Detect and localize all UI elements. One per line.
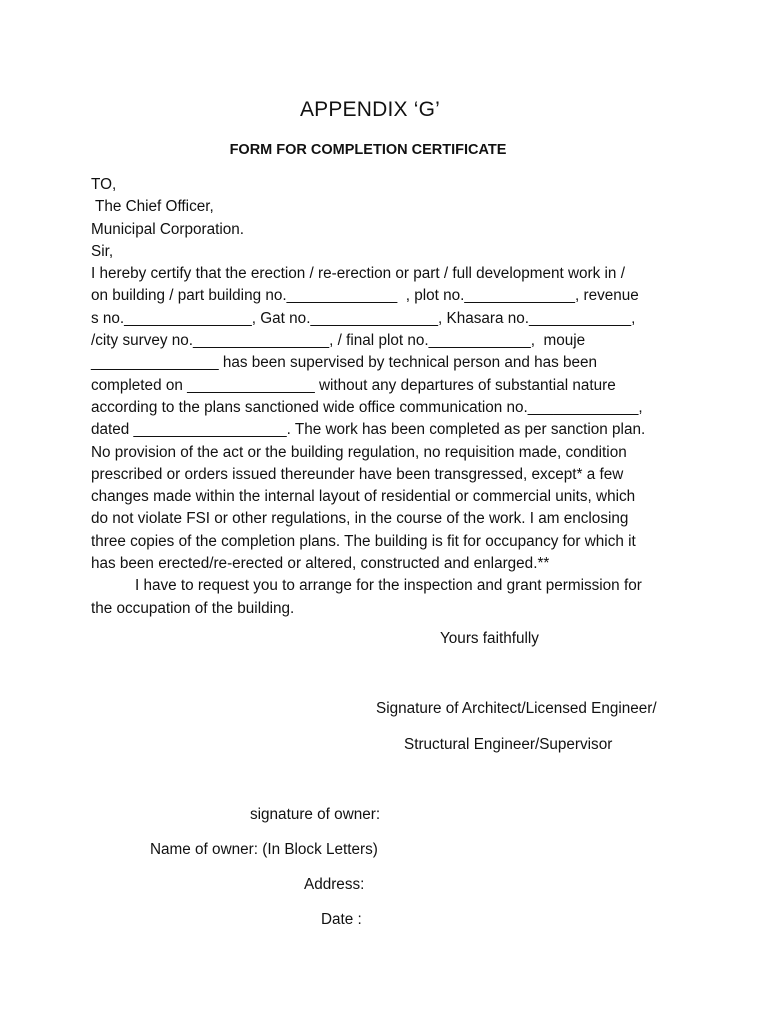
structural-engineer-label: Structural Engineer/Supervisor [404,736,613,753]
date-label: Date : [321,911,362,928]
request-line: the occupation of the building. [91,599,295,617]
body-line: dated __________________. The work has been completed as per sanction plan. [91,421,646,439]
address-label: Address: [304,876,365,893]
body-line: has been erected/re-erected or altered, constructed and enlarged.** [91,555,550,573]
owner-signature-label: signature of owner: [250,806,381,823]
address-line: TO, [91,176,117,193]
body-line: according to the plans sanctioned wide office communication no._____________, [91,398,643,416]
request-line: I have to request you to arrange for the inspection and grant permission for [135,577,642,595]
body-line: I hereby certify that the erection / re-erection or part / full development work in / [91,265,625,283]
address-line: Municipal Corporation. [91,220,245,238]
address-line: The Chief Officer, [91,198,214,216]
body-line: s no._______________, Gat no._______________, Khasara no.____________, [91,309,636,327]
body-line: three copies of the completion plans. The building is fit for occupancy for which it [91,532,636,550]
signature-architect-label: Signature of Architect/Licensed Engineer/ [376,700,657,717]
document-title: APPENDIX ‘G’ [299,98,441,121]
owner-name-label: Name of owner: (In Block Letters) [150,841,378,858]
body-line: do not violate FSI or other regulations, in the course of the work. I am enclosing [91,510,629,528]
body-line: /city survey no.________________, / final plot no.____________, mouje [91,332,586,350]
document-subtitle: FORM FOR COMPLETION CERTIFICATE [229,142,507,158]
body-line: completed on _______________ without any departures of substantial nature [91,376,616,394]
salutation: Sir, [91,242,114,260]
body-line: No provision of the act or the building regulation, no requisition made, condition [91,443,627,461]
body-line: changes made within the internal layout of residential or commercial units, which [91,488,636,506]
body-line: _______________ has been supervised by technical person and has been [91,354,598,372]
body-line: on building / part building no._____________ , plot no._____________, revenue [91,287,639,305]
letter-body [91,174,691,620]
yours-faithfully: Yours faithfully [440,630,539,647]
body-line: prescribed or orders issued thereunder have been transgressed, except* a few [91,465,624,483]
